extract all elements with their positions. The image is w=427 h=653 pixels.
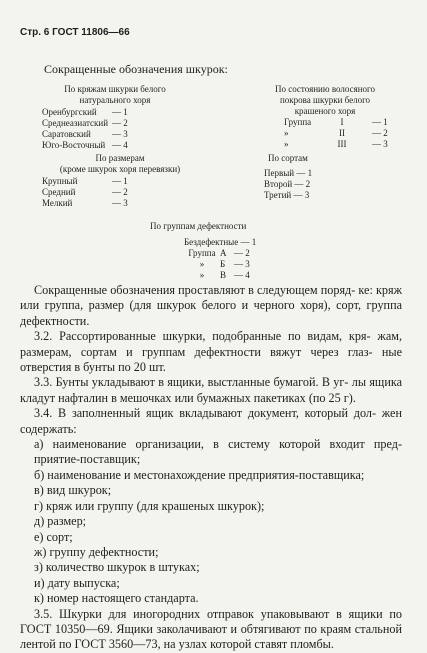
hair-group: » <box>284 139 289 149</box>
ridge-row <box>42 107 128 118</box>
defect-first: Бездефектные — 1 <box>184 237 257 247</box>
size-row <box>42 198 128 209</box>
sort-row: Второй — 2 <box>264 179 311 189</box>
ridge-heading <box>40 84 190 106</box>
ridge-row <box>42 140 128 151</box>
hair-list <box>284 117 400 150</box>
list-item: ж) группу дефектности; <box>34 544 159 559</box>
list-item: и) дату выпуска; <box>34 575 120 590</box>
ridge-name: Оренбургский <box>42 107 97 117</box>
size-heading-line-1: По размерам <box>95 153 145 163</box>
list-item: г) кряж или группу (для крашеных шкурок); <box>34 498 265 513</box>
ridge-row <box>42 118 128 129</box>
size-row <box>42 176 128 187</box>
defect-letter: Б <box>220 259 226 269</box>
ridge-heading-line-1: По кряжам шкурки белого <box>64 84 166 94</box>
hair-row <box>284 117 400 128</box>
size-name: Крупный <box>42 176 78 186</box>
list-item: з) количество шкурок в штуках; <box>34 560 200 575</box>
ridge-code: — 3 <box>112 129 128 139</box>
defect-row <box>184 248 256 259</box>
sort-row: Третий — 3 <box>264 190 310 200</box>
ridge-name: Саратовский <box>42 129 91 139</box>
hair-code: — 3 <box>372 139 388 149</box>
size-heading <box>30 153 210 175</box>
size-code: — 3 <box>112 198 128 208</box>
defect-row <box>184 259 256 270</box>
sort-heading: По сортам <box>268 153 308 163</box>
paragraph-3-5: 3.5. Шкурки для иногородних отправок упаковывают в ящики по ГОСТ 10350—69. Ящики заколачивают и обтягивают по краям стальной лентой по ГОСТ 3560—73, на узлах которой ставят пломбы. <box>20 606 402 652</box>
ridge-name: Среднеазиатский <box>42 118 109 128</box>
size-name: Мелкий <box>42 198 73 208</box>
list-item: е) сорт; <box>34 529 73 544</box>
size-code: — 2 <box>112 187 128 197</box>
size-heading-line-2: (кроме шкурок хоря перевязки) <box>59 164 181 174</box>
hair-num: III <box>337 139 347 149</box>
hair-row <box>284 128 400 139</box>
list-item: д) размер; <box>34 514 87 529</box>
paragraph-3-4: 3.4. В заполненный ящик вкладывают документ, который дол- жен содержать: <box>20 406 402 436</box>
hair-row <box>284 139 400 150</box>
defect-letter: В <box>220 270 227 280</box>
list-item: б) наименование и местонахождение предприятия-поставщика; <box>34 467 365 482</box>
paragraph-3-2: 3.2. Рассортированные шкурки, подобранные по видам, кря- жам, размерам, сортам и группам дефектности вяжут через глаз- ные отверстия в бунты по 20 шт. <box>20 329 402 375</box>
list-item: в) вид шкурок; <box>34 483 112 498</box>
ridge-code: — 1 <box>112 107 128 117</box>
hair-heading-line-2: покрова шкурки белого <box>279 95 371 105</box>
defect-code: — 2 <box>234 248 250 258</box>
hair-heading-line-1: По состоянию волосяного <box>274 84 376 94</box>
defect-list <box>184 237 256 281</box>
list-item: а) наименование организации, в систему которой входит пред- приятие-поставщик; <box>34 437 402 467</box>
body-text <box>20 283 402 653</box>
size-name: Средний <box>42 187 76 197</box>
ridge-code: — 4 <box>112 140 128 150</box>
ridge-list <box>42 107 128 151</box>
paragraph-intro: Сокращенные обозначения проставляют в следующем поряд- ке: кряж или группа, размер (для шкурок белого и черного хоря), сорт, группа дефектности. <box>20 283 402 328</box>
ridge-name: Юго-Восточный <box>42 140 106 150</box>
page-header: Стр. 6 ГОСТ 11806—66 <box>20 27 130 38</box>
hair-num: I <box>340 117 344 127</box>
ridge-row <box>42 129 128 140</box>
size-code: — 1 <box>112 176 128 186</box>
sort-list <box>264 168 312 201</box>
defect-letter: А <box>220 248 227 258</box>
hair-group: » <box>284 128 289 138</box>
size-row <box>42 187 128 198</box>
paragraph-3-3: 3.3. Бунты укладывают в ящики, выстланные бумагой. В уг- лы ящика кладут нафталин в мешочках или бумажных пакетиках (по 25 г). <box>20 375 402 405</box>
defect-code: — 4 <box>234 270 250 280</box>
defect-group: » <box>199 270 205 280</box>
ridge-code: — 2 <box>112 118 128 128</box>
hair-num: II <box>339 128 345 138</box>
defect-code: — 3 <box>234 259 250 269</box>
list-item: к) номер настоящего стандарта. <box>34 591 199 606</box>
size-list <box>42 176 128 209</box>
hair-heading-line-3: крашеного хоря <box>294 106 356 116</box>
defect-heading: По группам дефектности <box>150 221 247 231</box>
ridge-heading-line-2: натурального хоря <box>79 95 151 105</box>
sort-row: Первый — 1 <box>264 168 313 178</box>
hair-heading <box>250 84 400 117</box>
defect-group: Группа <box>188 248 216 258</box>
hair-code: — 2 <box>372 128 388 138</box>
section-title: Сокращенные обозначения шкурок: <box>44 62 228 76</box>
hair-group: Группа <box>284 117 312 127</box>
hair-code: — 1 <box>372 117 388 127</box>
defect-row <box>184 270 256 281</box>
defect-group: » <box>199 259 205 269</box>
